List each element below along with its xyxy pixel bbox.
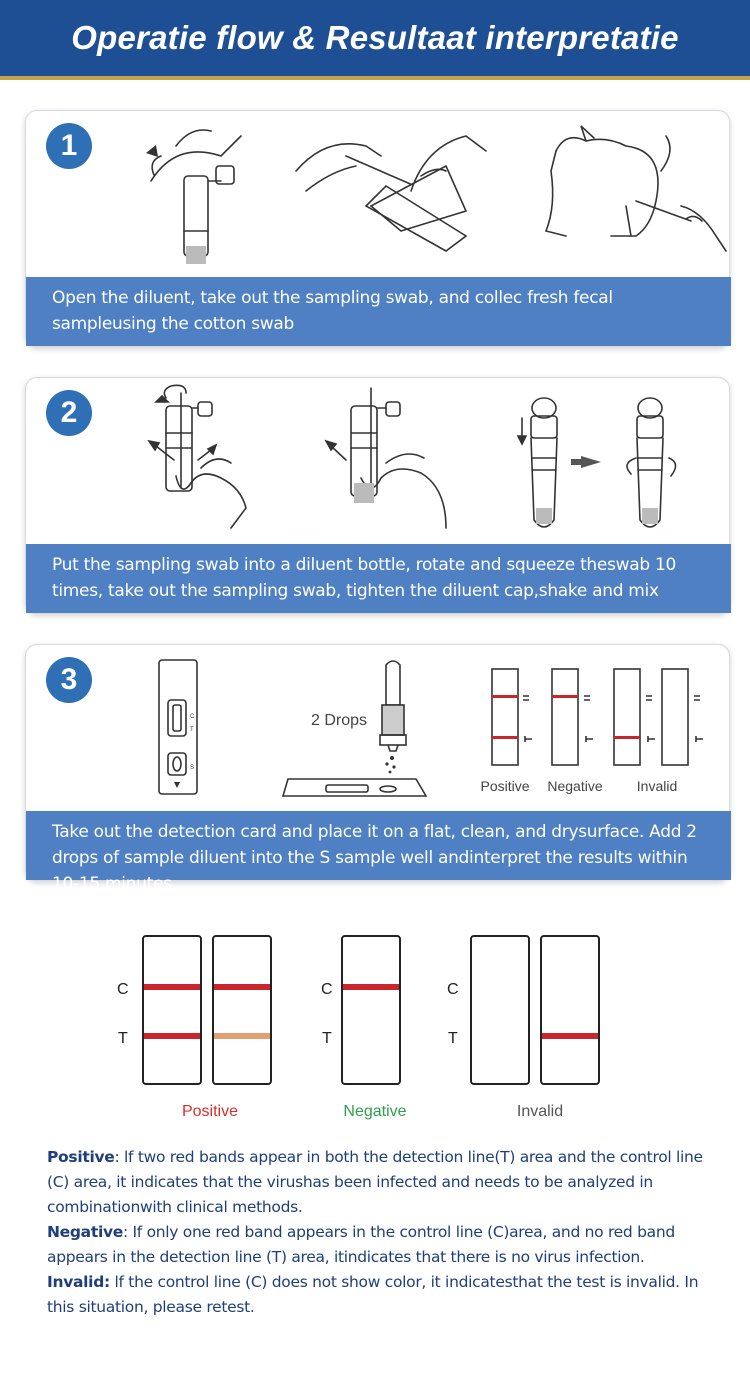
mini-negative-label: Negative: [547, 778, 603, 794]
card-s-mark: S: [190, 765, 195, 771]
faint-test-band: [214, 1033, 270, 1039]
invalid-term: Invalid:: [47, 1273, 110, 1291]
page-title: Operatie flow & Resultaat interpretatie: [71, 19, 679, 56]
drop-icon: [174, 782, 180, 788]
negative-term: Negative: [47, 1223, 123, 1241]
control-band: [214, 984, 270, 990]
c-label: C: [117, 981, 129, 998]
step-3-description: Take out the detection card and place it on a flat, clean, and drysurface. Add 2 drops of sample diluent into the S sample well andinterpret the results within 10-15 minutes: [26, 811, 731, 880]
test-band: [144, 1033, 200, 1039]
page-header: [0, 0, 750, 80]
step-1-illustration: [26, 111, 731, 279]
drops-label: 2 Drops: [311, 712, 368, 729]
positive-explanation: : lf two red bands appear in both the detection line(T) area and the control line (C) area, it indicates that the virushas been infected and needs to be analyzed in combinationwith clinical methods.: [47, 1148, 703, 1216]
step-number-badge: 3: [46, 657, 92, 703]
control-band: [144, 984, 200, 990]
interpretation-text: [47, 1145, 717, 1320]
negative-strip: [342, 936, 400, 1084]
card-t-mark: T: [190, 727, 194, 733]
negative-explanation: : If only one red band appears in the control line (C)area, and no red band appears in the detection line (T) area, itindicates that there is no virus infection.: [47, 1223, 675, 1266]
step-2-description: Put the sampling swab into a diluent bottle, rotate and squeeze theswab 10 times, take out the sampling swab, tighten the diluent cap,shake and mix: [26, 544, 731, 613]
control-band: [343, 984, 399, 990]
step-number-badge: 1: [46, 123, 92, 169]
positive-label: Positive: [181, 1103, 239, 1120]
step-1-card: [25, 110, 730, 347]
negative-label: Negative: [343, 1103, 407, 1120]
invalid-label: Invalid: [516, 1103, 564, 1120]
t-label: T: [118, 1030, 128, 1047]
step-3-illustration: [26, 645, 731, 813]
step-number-badge: 2: [46, 390, 92, 436]
mini-positive-label: Positive: [480, 778, 530, 794]
c-label: C: [321, 981, 333, 998]
negative-paragraph: [47, 1220, 717, 1270]
card-c-mark: C: [190, 714, 195, 720]
positive-strip-2: [213, 936, 271, 1084]
results-diagram: [0, 915, 750, 1130]
step-1-description: Open the diluent, take out the sampling swab, and collec fresh fecal sampleusing the cotton swab: [26, 277, 731, 346]
step-3-card: [25, 644, 730, 894]
c-label: C: [447, 981, 459, 998]
invalid-strip-1: [471, 936, 529, 1084]
t-label: T: [322, 1030, 332, 1047]
mini-invalid-label: Invalid: [636, 778, 678, 794]
step-2-illustration: [26, 378, 731, 546]
positive-paragraph: [47, 1145, 717, 1220]
invalid-paragraph: [47, 1270, 717, 1320]
test-band: [542, 1033, 598, 1039]
positive-term: Positive: [47, 1148, 115, 1166]
t-label: T: [448, 1030, 458, 1047]
invalid-explanation: lf the control line (C) does not show color, it indicatesthat the test is invalid. In this situation, please retest.: [47, 1273, 699, 1316]
positive-strip-1: [143, 936, 201, 1084]
invalid-strip-2: [541, 936, 599, 1084]
step-2-card: [25, 377, 730, 614]
